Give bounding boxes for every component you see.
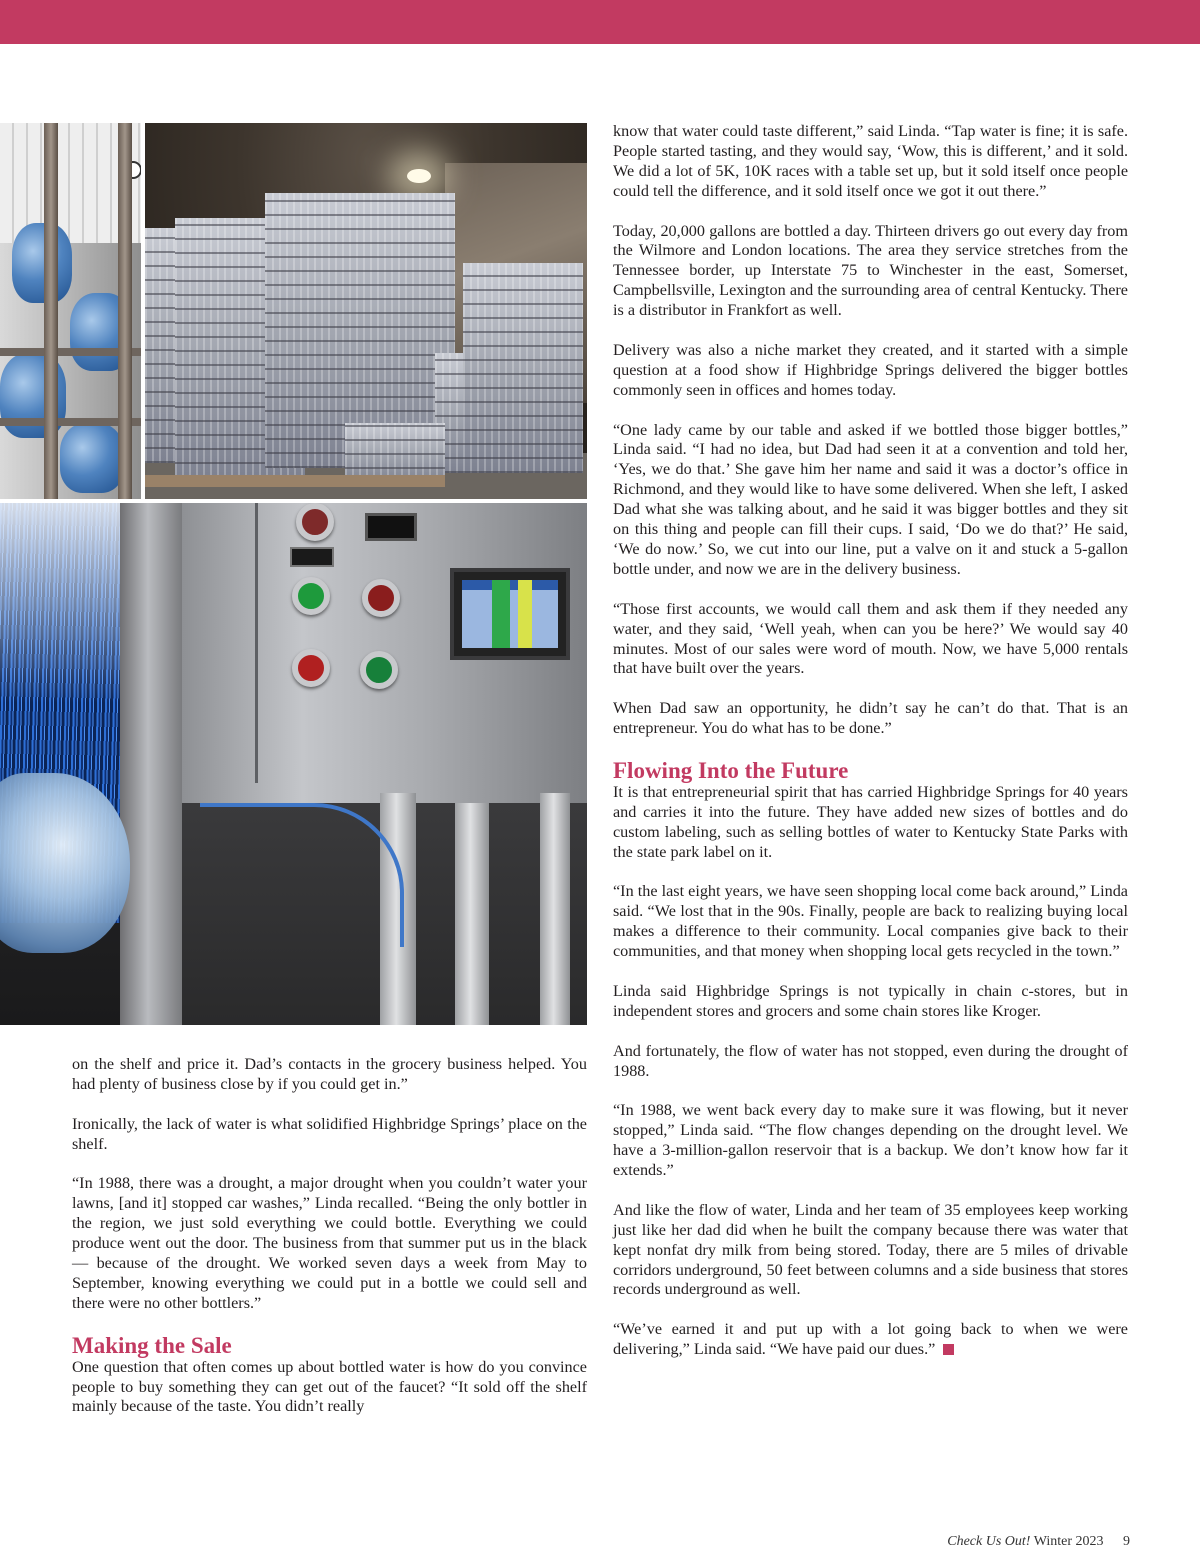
left-column: [72, 1055, 587, 1437]
paragraph: When Dad saw an opportunity, he didn’t say he can’t do that. That is an entrepreneur. You do what has to be done.”: [613, 699, 1128, 738]
end-mark-icon: [943, 1344, 954, 1355]
top-color-bar: [0, 0, 1200, 44]
photo-hose: [200, 803, 404, 947]
paragraph-text: “We’ve earned it and put up with a lot going back to when we were delivering,” Linda said. “We have paid our dues.”: [613, 1320, 1128, 1359]
photo-red-button: [292, 649, 330, 687]
photo-water-jug-rack: [0, 123, 141, 499]
paragraph: It is that entrepreneurial spirit that has carried Highbridge Springs for 40 years and carries it into the future. They have added new sizes of bottles and do custom labeling, such as selling bottles of water to Kentucky State Parks with the state park label on it.: [613, 782, 1128, 861]
photo-door-edge: [255, 503, 258, 783]
paragraph: “In 1988, we went back every day to make sure it was flowing, but it never stopped,” Linda said. “The flow changes depending on the drought level. We have a 3-million-gallon reservoir that is a backup. We don’t know how far it extends.”: [613, 1101, 1128, 1180]
photo-pipe: [540, 793, 570, 1025]
photo-steel-frame: [120, 503, 182, 1025]
page-number: 9: [1123, 1534, 1130, 1549]
photo-pipe: [455, 803, 489, 1025]
photo-red-button: [296, 503, 334, 541]
photo-rack-post: [118, 123, 132, 499]
photo-green-button: [360, 651, 398, 689]
photo-pallet-stack: [345, 423, 445, 483]
photo-jug: [60, 423, 124, 493]
paragraph: “In the last eight years, we have seen shopping local come back around,” Linda said. “We lost that in the 90s. Finally, people are back to realizing buying local makes a difference to their community. Local companies give back to their communities, and that money when shopping local gets recycled in the town.”: [613, 882, 1128, 961]
photo-digital-display: [290, 547, 334, 567]
paragraph: on the shelf and price it. Dad’s contacts in the grocery business helped. You had plenty of business close by if you could get in.”: [72, 1055, 587, 1093]
paragraph: Ironically, the lack of water is what solidified Highbridge Springs’ place on the shelf.: [72, 1114, 587, 1153]
right-column: [613, 122, 1128, 1380]
page-footer: [947, 1534, 1130, 1550]
paragraph: “Those first accounts, we would call them and ask them if they needed any water, and they said, ‘Well yeah, when can you be here?’ We would say 40 minutes. Most of our sales were word of mouth. Now, we have 5,000 rentals that have built over the years.: [613, 599, 1128, 678]
photo-underground-pallets: [145, 123, 587, 499]
paragraph: And fortunately, the flow of water has not stopped, even during the drought of 1988.: [613, 1041, 1128, 1080]
issue-date: Winter 2023: [1033, 1534, 1104, 1549]
paragraph: One question that often comes up about bottled water is how do you convince people to buy something they can get out of the faucet? “It sold off the shelf mainly because of the taste. You didn’t really: [72, 1357, 587, 1416]
paragraph-final: [613, 1320, 1128, 1360]
paragraph: know that water could taste different,” said Linda. “Tap water is fine; it is safe. People started tasting, and they would say, ‘Wow, this is different,’ and it sold. We did a lot of 5K, 10K races with a table set up, but it sold itself once people could tell the difference, and it sold itself once we got it out there.”: [613, 122, 1128, 200]
paragraph: Delivery was also a niche market they created, and it started with a simple question at a food show if Highbridge Springs delivered the bigger bottles commonly seen in offices and homes today.: [613, 340, 1128, 399]
photo-rack-post: [44, 123, 58, 499]
photo-touchscreen: [450, 568, 570, 660]
photo-ceiling-light: [407, 169, 431, 183]
section-heading: Making the Sale: [72, 1332, 232, 1358]
photo-red-button: [362, 579, 400, 617]
paragraph: Linda said Highbridge Springs is not typically in chain c-stores, but in independent stores and grocers and some chain stores like Kroger.: [613, 981, 1128, 1020]
photo-jug: [12, 223, 72, 303]
photo-control-panel: [0, 503, 587, 1025]
section-heading: Flowing Into the Future: [613, 757, 849, 783]
paragraph: And like the flow of water, Linda and her team of 35 employees keep working just like her dad did when he built the company because there was water that kept nonfat dry milk from being stored. Today, there are 5 miles of drivable corridors underground, 50 feet between columns and a side business that stores records underground as well.: [613, 1200, 1128, 1299]
photo-green-button: [292, 577, 330, 615]
photo-mist: [0, 503, 140, 703]
photo-pallet-stack: [463, 263, 583, 473]
paragraph: “One lady came by our table and asked if we bottled those bigger bottles,” Linda said. “I had no idea, but Dad had seen it at a convention and told her, ‘Yes, we do that.’ She gave him her name and said it was a doctor’s office in Richmond, and they would like to have some delivered. When she left, I asked Dad what she was talking about, and he said it was bigger bottles and they sit on this thing and people can fill their cups. I said, ‘Do we do that?’ He said, ‘We do now.’ So, we cut into our line, put a valve on it and stuck a 5-gallon bottle under, and now we are in the delivery business.: [613, 420, 1128, 578]
paragraph: Today, 20,000 gallons are bottled a day. Thirteen drivers go out every day from the Wilmore and London locations. The area they service stretches from the Tennessee border, up Interstate 75 to Winchester in the east, Somerset, Campbellsville, Lexington and the surrounding area of central Kentucky. There is a distributor in Frankfort as well.: [613, 221, 1128, 320]
magazine-name: Check Us Out!: [947, 1534, 1031, 1549]
paragraph: “In 1988, there was a drought, a major drought when you couldn’t water your lawns, [and it] stopped car washes,” Linda recalled. “Being the only bottler in the region, we just sold everything we could bottle. Everything we could produce went out the door. The business from that summer put us in the black — because of the drought. We worked seven days a week from May to September, knowing everything we could put in a bottle we could sell and there were no other bottlers.”: [72, 1174, 587, 1312]
photo-digital-display: [365, 513, 417, 541]
photo-pallet: [145, 475, 445, 487]
